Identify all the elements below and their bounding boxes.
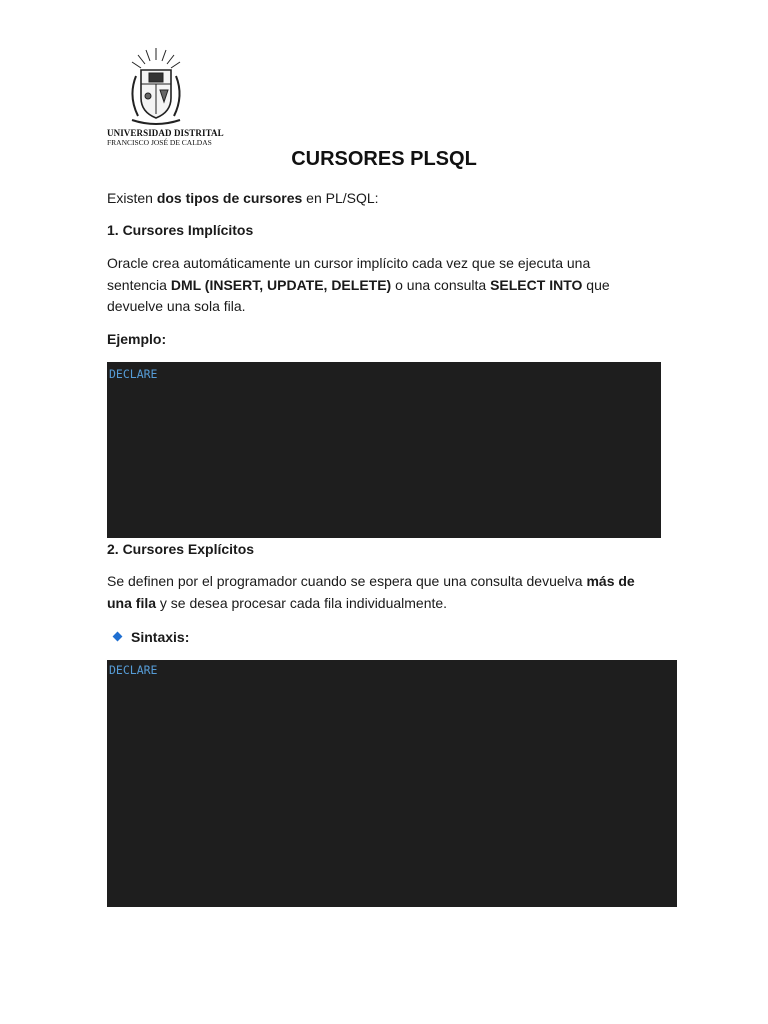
code-line: [109, 662, 677, 907]
section1-paragraph: [107, 253, 627, 318]
intro-text-end: en PL/SQL:: [302, 190, 379, 206]
intro-bold: dos tipos de cursores: [156, 190, 303, 206]
section2-text-1: Se definen por el programador cuando se espera que una consulta devuelva: [107, 573, 587, 589]
logo-university-name: UNIVERSIDAD DISTRITAL: [107, 128, 224, 138]
section1-bold-dml: DML (INSERT, UPDATE, DELETE): [170, 276, 392, 293]
document-title: CURSORES PLSQL: [291, 148, 477, 170]
section1-text-3: que devuelve una sola fila.: [107, 276, 610, 314]
section1-bold-select-into: SELECT INTO: [490, 276, 583, 293]
logo-university-subname: FRANCISCO JOSÉ DE CALDAS: [107, 138, 212, 147]
section1-text-2: o una consulta: [391, 276, 491, 293]
syntax-label: [131, 627, 691, 649]
diamond-bullet-icon: [113, 632, 123, 642]
example-label-text: Ejemplo:: [107, 331, 167, 347]
section2-text-2: y se desea procesar cada fila individualmente.: [156, 594, 448, 611]
intro-paragraph: [107, 188, 667, 210]
section1-heading: [107, 220, 667, 242]
section2-paragraph: [107, 571, 657, 614]
code-line: [109, 365, 661, 538]
code-token: DECLARE: [109, 663, 158, 677]
section1-text-1: Oracle crea automáticamente un cursor implícito cada vez que se ejecuta una sentencia: [107, 255, 591, 293]
example-label: [107, 329, 667, 351]
section1-heading-text: 1. Cursores Implícitos: [107, 222, 254, 238]
section2-bold-mas-de-una-fila: más de una fila: [107, 573, 635, 611]
section2-heading: [107, 539, 667, 561]
code-block-explicit-cursor: [107, 660, 677, 907]
syntax-label-text: Sintaxis:: [131, 629, 190, 645]
intro-text: Existen: [107, 190, 157, 206]
code-block-implicit-cursor: [107, 362, 661, 538]
code-token: DECLARE: [109, 367, 158, 381]
section2-heading-text: 2. Cursores Explícitos: [107, 541, 255, 557]
